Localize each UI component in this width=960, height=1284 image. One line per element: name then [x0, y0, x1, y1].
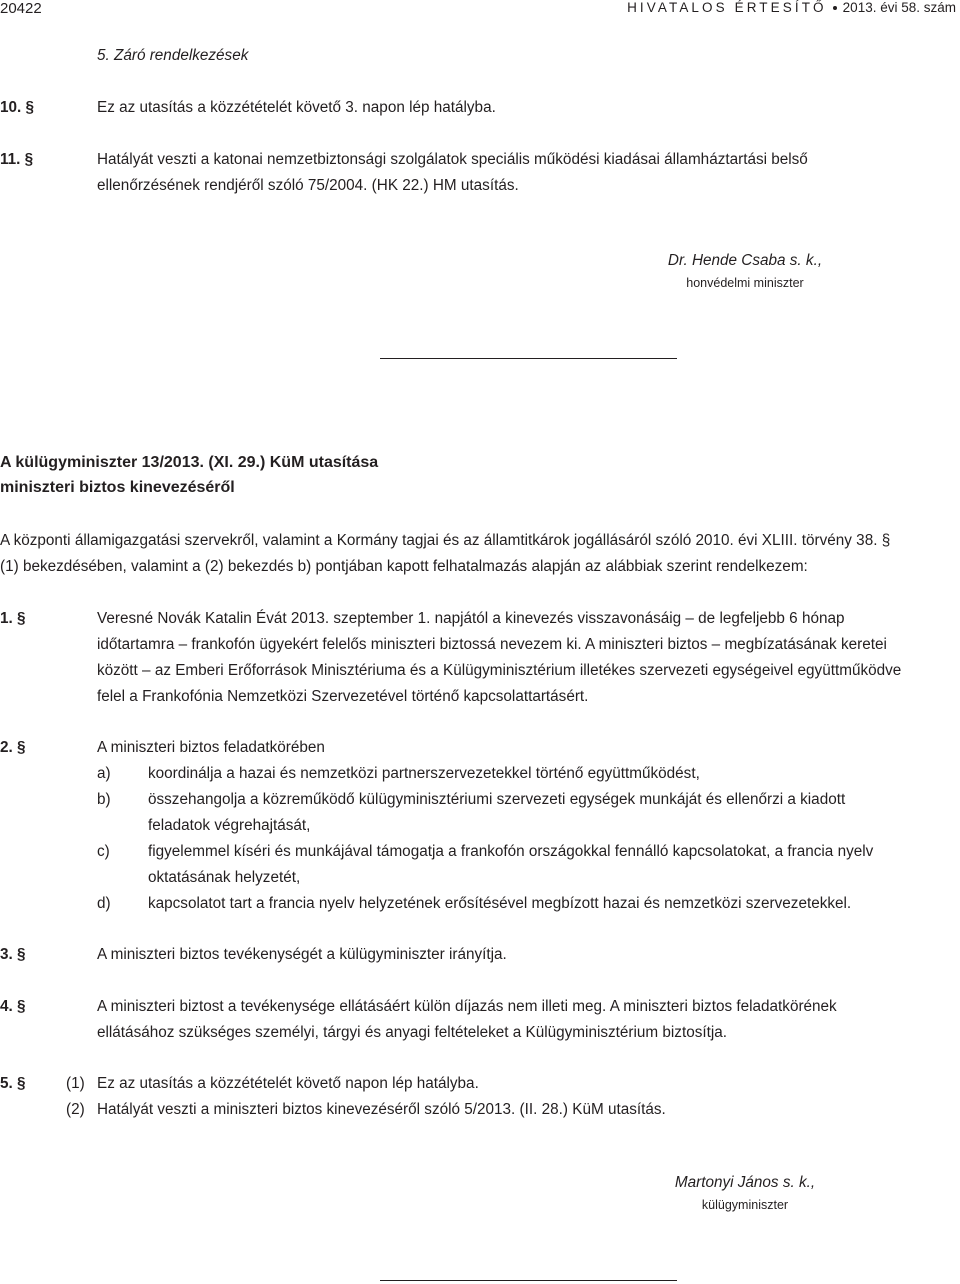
- running-header: [627, 0, 956, 15]
- preamble-text: (1) bekezdésében, valamint a (2) bekezdés b) pontjában kapott felhatalmazás alapján az alábbiak szerint rendelkezem:: [0, 558, 808, 575]
- page-number: 20422: [0, 0, 42, 17]
- section-text: A miniszteri biztost a tevékenysége ellátásáért külön díjazás nem illeti meg. A miniszteri biztos feladatkörének: [97, 998, 837, 1015]
- list-item-text: koordinálja a hazai és nemzetközi partnerszervezetekkel történő együttműködést,: [148, 765, 700, 782]
- list-item-text: oktatásának helyzetét,: [148, 869, 301, 886]
- signer-title: honvédelmi miniszter: [686, 276, 804, 290]
- section-number: 5. §: [0, 1075, 26, 1092]
- list-item-label: a): [97, 765, 111, 782]
- section-divider: [380, 358, 677, 359]
- section-divider: [380, 1280, 677, 1281]
- instruction-subtitle: miniszteri biztos kinevezéséről: [0, 479, 235, 496]
- list-item-label: b): [97, 791, 111, 808]
- instruction-title: A külügyminiszter 13/2013. (XI. 29.) KüM utasítása: [0, 454, 379, 471]
- section-number: 1. §: [0, 610, 26, 627]
- subsection-label: (2): [66, 1101, 85, 1118]
- section-number: 4. §: [0, 998, 26, 1015]
- issue-number: 2013. évi 58. szám: [842, 0, 956, 15]
- subsection-text: Ez az utasítás a közzétételét követő napon lép hatályba.: [97, 1075, 479, 1092]
- signer-title: külügyminiszter: [701, 1198, 789, 1212]
- preamble-text: A központi államigazgatási szervekről, valamint a Kormány tagjai és az államtitkárok jogállásáról szóló 2010. évi XLIII. törvény 38. §: [0, 532, 891, 549]
- section-number: 2. §: [0, 739, 26, 756]
- list-item-text: kapcsolatot tart a francia nyelv helyzetének erősítésével megbízott hazai és nemzetközi szervezetekkel.: [148, 895, 852, 912]
- list-item-label: d): [97, 895, 111, 912]
- signer-name: Dr. Hende Csaba s. k.,: [667, 252, 823, 269]
- publication-name: HIVATALOS ÉRTESÍTŐ: [627, 0, 827, 15]
- section-text: A miniszteri biztos feladatkörében: [97, 739, 325, 756]
- section-heading: 5. Záró rendelkezések: [97, 47, 249, 64]
- paragraph-text: Ez az utasítás a közzétételét követő 3. napon lép hatályba.: [97, 99, 496, 116]
- section-text: felel a Frankofónia Nemzetközi Szervezetével történő kapcsolattartásért.: [97, 688, 589, 705]
- subsection-text: Hatályát veszti a miniszteri biztos kinevezéséről szóló 5/2013. (II. 28.) KüM utasítás.: [97, 1101, 666, 1118]
- paragraph-number: 10. §: [0, 99, 35, 116]
- section-text: ellátásához szükséges személyi, tárgyi és anyagi feltételeket a Külügyminisztérium biztosítja.: [97, 1024, 728, 1041]
- subsection-label: (1): [66, 1075, 85, 1092]
- section-text: időtartamra – frankofón ügyekért felelős miniszteri biztossá nevezem ki. A miniszteri biztos – megbízatásának keretei: [97, 636, 887, 653]
- section-text: A miniszteri biztos tevékenységét a külügyminiszter irányítja.: [97, 946, 507, 963]
- section-text: között – az Emberi Erőforrások Minisztériuma és a Külügyminisztérium illetékes szervezeti egységeivel együttműködve: [97, 662, 902, 679]
- signer-name: Martonyi János s. k.,: [674, 1174, 816, 1191]
- section-number: 3. §: [0, 946, 26, 963]
- list-item-text: összehangolja a közreműködő külügyminisztériumi szervezeti egységek munkáját és ellenőrzi a kiadott: [148, 791, 846, 808]
- paragraph-text: ellenőrzésének rendjéről szóló 75/2004. (HK 22.) HM utasítás.: [97, 177, 519, 194]
- list-item-text: figyelemmel kíséri és munkájával támogatja a frankofón országokkal fennálló kapcsolatokat, a francia nyelv: [148, 843, 874, 860]
- paragraph-number: 11. §: [0, 151, 34, 168]
- list-item-label: c): [97, 843, 110, 860]
- bullet-dot: [833, 6, 837, 10]
- section-text: Veresné Novák Katalin Évát 2013. szeptember 1. napjától a kinevezés visszavonásáig – de legfeljebb 6 hónap: [97, 610, 845, 627]
- list-item-text: feladatok végrehajtását,: [148, 817, 311, 834]
- paragraph-text: Hatályát veszti a katonai nemzetbiztonsági szolgálatok speciális működési kiadásai államháztartási belső: [97, 151, 808, 168]
